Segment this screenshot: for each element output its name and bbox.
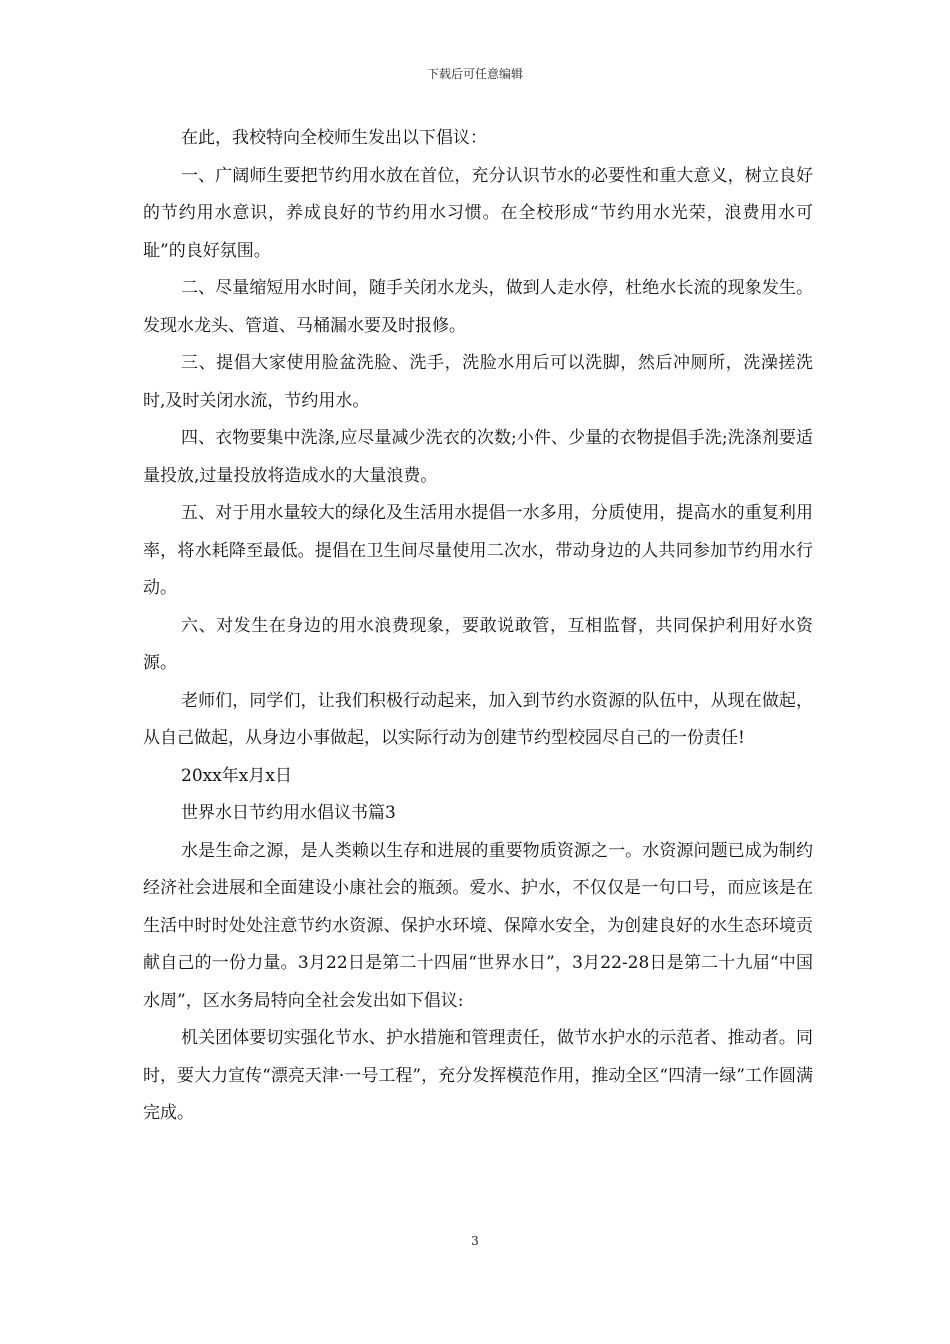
paragraph-item-5: 五、对于用水量较大的绿化及生活用水提倡一水多用，分质使用，提高水的重复利用率，将水耗降至最低。提倡在卫生间尽量使用二次水，带动身边的人共同参加节约用水行动。 — [143, 503, 813, 598]
paragraph-date: 20xx年x月x日 — [181, 765, 292, 786]
paragraph-item-2: 二、尽量缩短用水时间，随手关闭水龙头，做到人走水停，杜绝水长流的现象发生。发现水龙头、管道、马桶漏水要及时报修。 — [143, 278, 813, 336]
paragraph-section3-intro: 水是生命之源，是人类赖以生存和进展的重要物质资源之一。水资源问题已成为制约经济社会进展和全面建设小康社会的瓶颈。爱水、护水，不仅仅是一句口号，而应该是在生活中时时处处注意节约水资源、保护水环境、保障水安全，为创建良好的水生态环境贡献自己的一份力量。3月22日是第二十四届“世界水日”，3月22-28日是第二十九届“中国水周”，区水务局特向全社会发出如下倡议: — [143, 840, 813, 1011]
paragraph-item-6: 六、对发生在身边的用水浪费现象，要敢说敢管，互相监督，共同保护利用好水资源。 — [143, 615, 813, 673]
paragraph-closing: 老师们，同学们，让我们积极行动起来，加入到节约水资源的队伍中，从现在做起，从自己做起，从身边小事做起，以实际行动为创建节约型校园尽自己的一份责任! — [143, 690, 813, 748]
paragraph-item-1: 一、广阔师生要把节约用水放在首位，充分认识节水的必要性和重大意义，树立良好的节约用水意识，养成良好的节约用水习惯。在全校形成“节约用水光荣，浪费用水可耻”的良好氛围。 — [143, 165, 813, 261]
section-title: 世界水日节约用水倡议书篇3 — [181, 803, 396, 823]
paragraph-section3-item: 机关团体要切实强化节水、护水措施和管理责任，做节水护水的示范者、推动者。同时，要大力宣传“漂亮天津·一号工程”，充分发挥模范作用，推动全区“四清一绿”工作圆满完成。 — [143, 1028, 813, 1123]
paragraph-item-3: 三、提倡大家使用脸盆洗脸、洗手，洗脸水用后可以洗脚，然后冲厕所，洗澡搓洗时,及时关闭水流，节约用水。 — [143, 353, 813, 411]
paragraph-intro: 在此，我校特向全校师生发出以下倡议： — [181, 128, 487, 148]
paragraph-item-4: 四、衣物要集中洗涤,应尽量减少洗衣的次数;小件、少量的衣物提倡手洗;洗涤剂要适量投放,过量投放将造成水的大量浪费。 — [143, 428, 813, 486]
header-note: 下载后可任意编辑 — [426, 67, 523, 81]
document-body — [143, 120, 813, 1133]
page-number: 3 — [471, 1234, 479, 1248]
